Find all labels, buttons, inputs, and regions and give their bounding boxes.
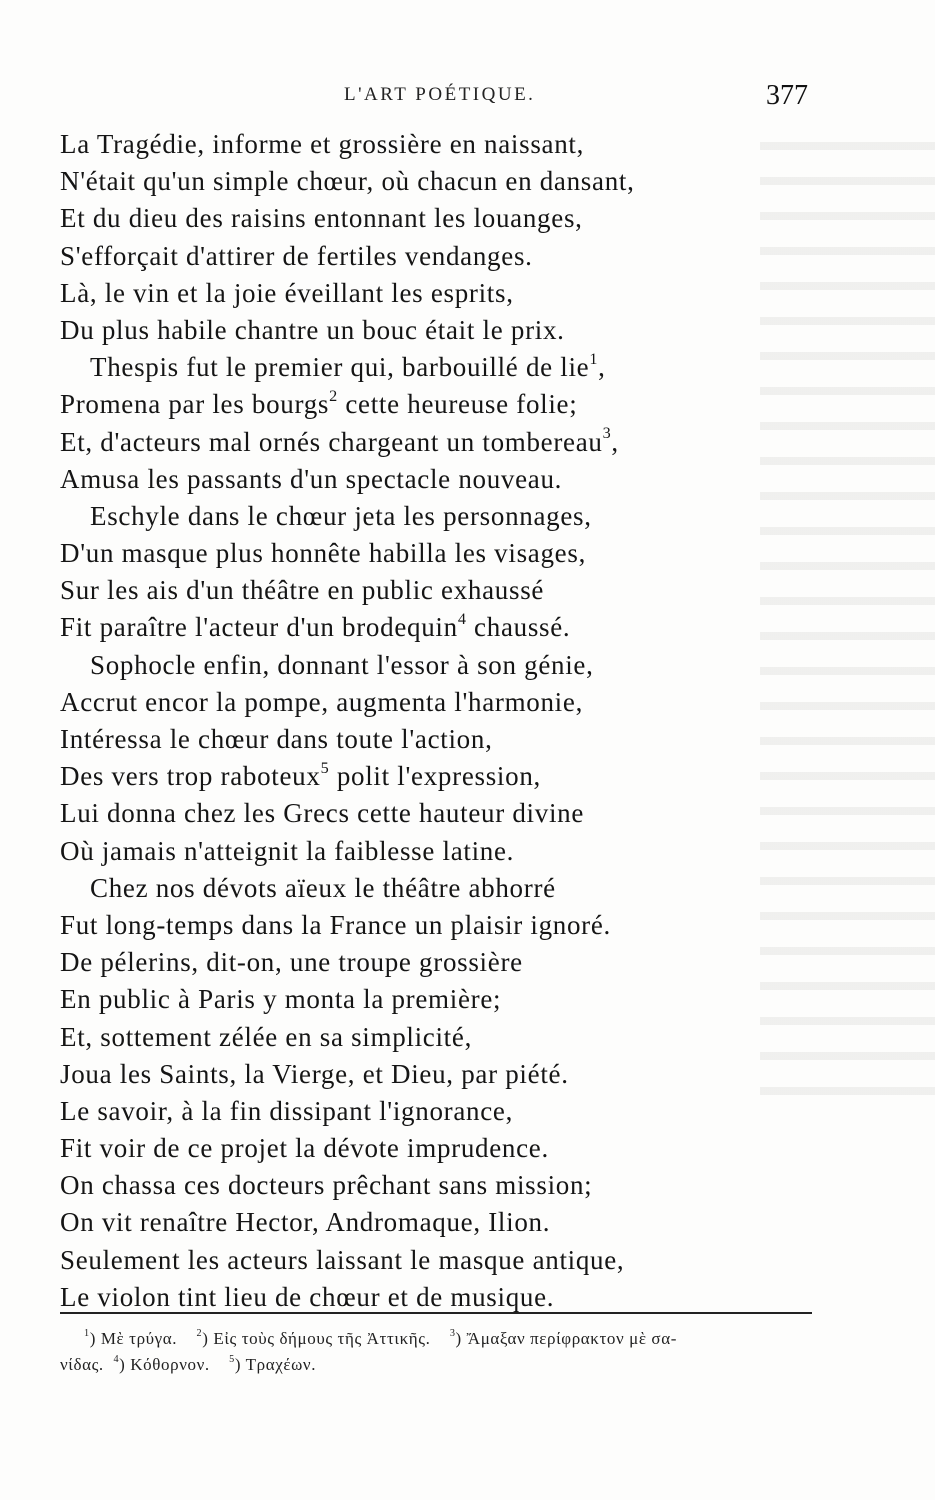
- verse-line: Fit paraître l'acteur d'un brodequin$^4$ chaussé.: [60, 610, 571, 643]
- verse-line: On vit renaître Hector, Andromaque, Ilion.: [60, 1207, 551, 1238]
- verse-line: Promena par les bourgs$^2$ cette heureuse folie;: [60, 386, 578, 420]
- footnote-marker: 5: [320, 758, 330, 777]
- verse-line: Où jamais n'atteignit la faiblesse latine.: [60, 835, 515, 866]
- page-number: 377: [766, 80, 808, 111]
- verse-line: Joua les Saints, la Vierge, et Dieu, par piété.: [60, 1058, 569, 1089]
- footnotes: [60, 1326, 814, 1378]
- verse-line: Lui donna chez les Grecs cette hauteur divine: [60, 798, 585, 829]
- verse-line: Fit voir de ce projet la dévote imprudence.: [60, 1133, 549, 1164]
- verse-line: En public à Paris y monta la première;: [60, 984, 502, 1015]
- footnote-marker: 2: [329, 386, 338, 405]
- footnote-rule: [60, 1312, 812, 1314]
- verse-line: Amusa les passants d'un spectacle nouveau.: [60, 463, 563, 494]
- verse-line: Chez nos dévots aïeux le théâtre abhorré: [90, 872, 556, 903]
- verse-line: Seulement les acteurs laissant le masque antique,: [60, 1244, 625, 1275]
- poem-verses: [60, 126, 820, 1316]
- verse-line: Thespis fut le premier qui, barbouillé de lie$^1$,: [90, 349, 606, 383]
- footnote-line-2: [60, 1352, 814, 1378]
- verse-line: Le savoir, à la fin dissipant l'ignorance,: [60, 1095, 514, 1126]
- verse-line: Des vers trop raboteux$^5$ polit l'expression,: [60, 758, 541, 792]
- verse-line: On chassa ces docteurs prêchant sans mission;: [60, 1170, 593, 1201]
- verse-line: Eschyle dans le chœur jeta les personnages,: [90, 500, 592, 531]
- verse-line: Sophocle enfin, donnant l'essor à son génie,: [90, 649, 594, 680]
- verse-line: Et du dieu des raisins entonnant les louanges,: [60, 203, 583, 234]
- verse-line: S'efforçait d'attirer de fertiles vendanges.: [60, 240, 533, 271]
- verse-line: Du plus habile chantre un bouc était le prix.: [60, 314, 565, 345]
- verse-line: D'un masque plus honnête habilla les visages,: [60, 538, 587, 569]
- verse-line: Accrut encor la pompe, augmenta l'harmonie,: [60, 686, 584, 717]
- footnote-3: $^3$) Ἄμαξαν περίφρακτον μὲ σα-: [449, 1327, 677, 1348]
- verse-line: La Tragédie, informe et grossière en naissant,: [60, 129, 585, 159]
- footnote-line-1: [84, 1326, 814, 1352]
- footnote-5: $^5$) Τραχέων.: [229, 1353, 317, 1374]
- footnote-marker: 4: [457, 610, 467, 629]
- footnote-1: $^1$) Μὲ τρύγα.: [84, 1327, 178, 1348]
- footnote-3-continued: νίδας.: [60, 1355, 104, 1374]
- verse-line: Sur les ais d'un théâtre en public exhaussé: [60, 575, 545, 606]
- verse-line: N'était qu'un simple chœur, où chacun en dansant,: [60, 166, 635, 197]
- footnote-4: $^4$) Κόθορνον.: [113, 1353, 210, 1374]
- verse-line: Fut long-temps dans la France un plaisir ignoré.: [60, 909, 612, 940]
- running-title: L'ART POÉTIQUE.: [344, 84, 536, 105]
- footnote-2: $^2$) Εἰς τοὺς δήμους τῆς Ἀττικῆς.: [196, 1327, 431, 1348]
- verse-line: Et, sottement zélée en sa simplicité,: [60, 1021, 473, 1052]
- running-head: [0, 80, 935, 120]
- verse-line: Et, d'acteurs mal ornés chargeant un tombereau$^3$,: [60, 424, 619, 457]
- verse-line: De pélerins, dit-on, une troupe grossière: [60, 947, 523, 978]
- footnote-marker: 1: [589, 349, 599, 368]
- verse-line: Intéressa le chœur dans toute l'action,: [60, 724, 493, 754]
- verse-line: Le violon tint lieu de chœur et de musique.: [60, 1281, 555, 1312]
- footnote-marker: 3: [602, 424, 612, 443]
- verse-line: Là, le vin et la joie éveillant les esprits,: [60, 277, 514, 308]
